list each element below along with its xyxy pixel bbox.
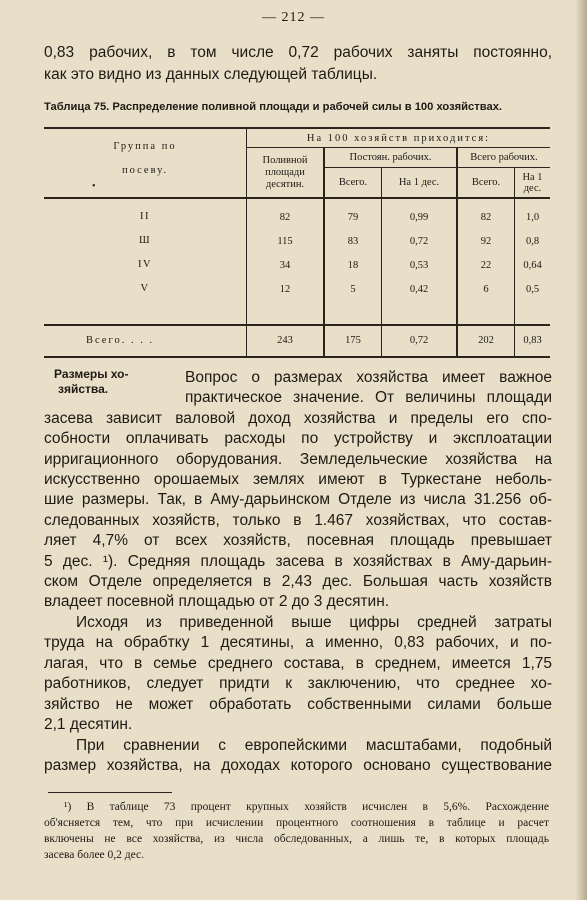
cell-total-label: Всего. . . . [44, 325, 247, 357]
cell-area: 82 [247, 205, 325, 229]
intro-line: как это видно из данных следующей таблицы. [44, 66, 378, 83]
cell-all-per: 0,5 [515, 277, 551, 301]
col-irrigated-area [247, 148, 325, 199]
text-line: шие размеры. Так, в Аму-дарьинском Отделе из числа 31.256 об- [44, 491, 552, 509]
subcol-per-des: На 1 дес. [515, 168, 551, 199]
text-line: труда на обрабтку 1 десятины, а именно, 0,83 рабочих, и по- [44, 634, 552, 652]
page-number: — 212 — [262, 10, 325, 25]
cell-all-per: 0,83 [515, 325, 551, 357]
side-heading-line: Размеры хо- [54, 367, 129, 381]
cell-all-total: 22 [457, 253, 515, 277]
intro-line: 0,83 рабочих, в том числе 0,72 рабочих заняты постоянно, [44, 44, 552, 61]
cell-area: 12 [247, 277, 325, 301]
bullet-mark: • [92, 181, 98, 192]
footnote-line: засева более 0,2 дес. [44, 849, 144, 861]
cell-perm-per: 0,53 [382, 253, 458, 277]
text-line: лагая, что в семье среднего состава, в среднем, имеется 1,75 [44, 654, 552, 672]
cell-perm-per: 0,99 [382, 205, 458, 229]
text-line: работников, следует придти к заключению, что среднее хо- [44, 675, 552, 693]
subcol-total: Всего. [457, 168, 515, 199]
cell-area: 34 [247, 253, 325, 277]
text-line: собности оплачивать расходы по устройству и эксплоатации [44, 430, 552, 448]
footnote-line: ¹) В таблице 73 процент крупных хозяйств исчислен в 5,6%. Расхождение [64, 801, 549, 813]
text-line: зяйство не может обработать собственными силами больше [44, 695, 552, 713]
group-header-line: посеву. [121, 165, 168, 176]
cell-perm-total: 79 [324, 205, 382, 229]
top-header: На 100 хозяйств приходится: [247, 128, 551, 148]
text-line: Вопрос о размерах хозяйства имеет важное [185, 369, 552, 386]
page-edge-shadow [575, 0, 587, 900]
text-line: засева зависит валовой доход хозяйства и пределы его спо- [44, 409, 552, 427]
cell-all-per: 0,64 [515, 253, 551, 277]
cell-perm-total: 5 [324, 277, 382, 301]
cell-all-total: 6 [457, 277, 515, 301]
cell-perm-total: 175 [324, 325, 382, 357]
table-row [44, 253, 550, 277]
side-heading-line: зяйства. [58, 382, 109, 396]
subcol-per-des: На 1 дес. [382, 168, 458, 199]
paragraph-labor [44, 613, 552, 735]
footnote [44, 799, 549, 863]
group-header [44, 128, 247, 198]
col-permanent-workers: Постоян. рабочих. [324, 148, 457, 168]
table-row [44, 205, 550, 229]
cell-area: 115 [247, 229, 325, 253]
text-line: размер хозяйства, на доходах которого основано существование [44, 757, 552, 775]
cell-all-total: 202 [457, 325, 515, 357]
cell-perm-total: 83 [324, 229, 382, 253]
text-line: Исходя из приведенной выше цифры средней затраты [76, 614, 552, 631]
text-line: 5 дес. ¹). Средняя площадь засева в хозяйствах в Аму-дарьин- [44, 552, 552, 570]
paragraph-farm-size [44, 368, 552, 613]
cell-perm-per: 0,72 [382, 325, 458, 357]
cell-all-per: 0,8 [515, 229, 551, 253]
text-line: практическое значение. От величины площади [185, 389, 552, 407]
data-table [44, 127, 550, 358]
col-header-line: площади [265, 166, 305, 178]
text-line: искусственно орошаемых землях имеют в Туркестане неболь- [44, 471, 552, 489]
col-header-line: десятин. [265, 178, 305, 190]
table-total-row [44, 325, 550, 357]
text-line: ском Отделе определяется в 2,43 дес. Большая часть хозяйств [44, 573, 552, 591]
col-all-workers: Всего рабочих. [457, 148, 550, 168]
paragraph-european [44, 736, 552, 777]
cell-perm-per: 0,72 [382, 229, 458, 253]
footnote-line: включены не все хозяйства, из числа обследованных, а лишь те, в которых площадь [44, 833, 549, 845]
cell-group: IV [44, 253, 247, 277]
text-line: следованных хозяйств, только в 1.467 хозяйствах, что состав- [44, 511, 552, 529]
group-header-line: Группа по [113, 141, 177, 152]
intro-text [44, 42, 552, 86]
cell-area: 243 [247, 325, 325, 357]
cell-all-total: 82 [457, 205, 515, 229]
cell-group: II [44, 205, 247, 229]
table-row [44, 229, 550, 253]
text-line: 2,1 десятин. [44, 716, 133, 734]
cell-group: V [44, 277, 247, 301]
table-title: Таблица 75. Распределение поливной площади и рабочей силы в 100 хозяйствах. [44, 101, 503, 113]
text-line: ляет 4,7% от всех хозяйств, посевная площадь превышает [44, 532, 552, 550]
cell-all-per: 1,0 [515, 205, 551, 229]
cell-all-total: 92 [457, 229, 515, 253]
text-line: владеет посевной площадью от 2 до 3 десятин. [44, 593, 390, 611]
table-row [44, 277, 550, 301]
subcol-total: Всего. [324, 168, 382, 199]
footnote-line: об'ясняется тем, что при исчислении процентного соотношения в таблице и расчет [44, 817, 549, 829]
text-line: При сравнении с европейскими масштабами, подобный [76, 737, 552, 754]
cell-perm-per: 0,42 [382, 277, 458, 301]
cell-perm-total: 18 [324, 253, 382, 277]
cell-group: Ш [44, 229, 247, 253]
text-line: ирригационного оборудования. Земледельческие хозяйства на [44, 450, 552, 468]
footnote-rule [48, 792, 172, 793]
col-header-line: Поливной [262, 154, 308, 166]
